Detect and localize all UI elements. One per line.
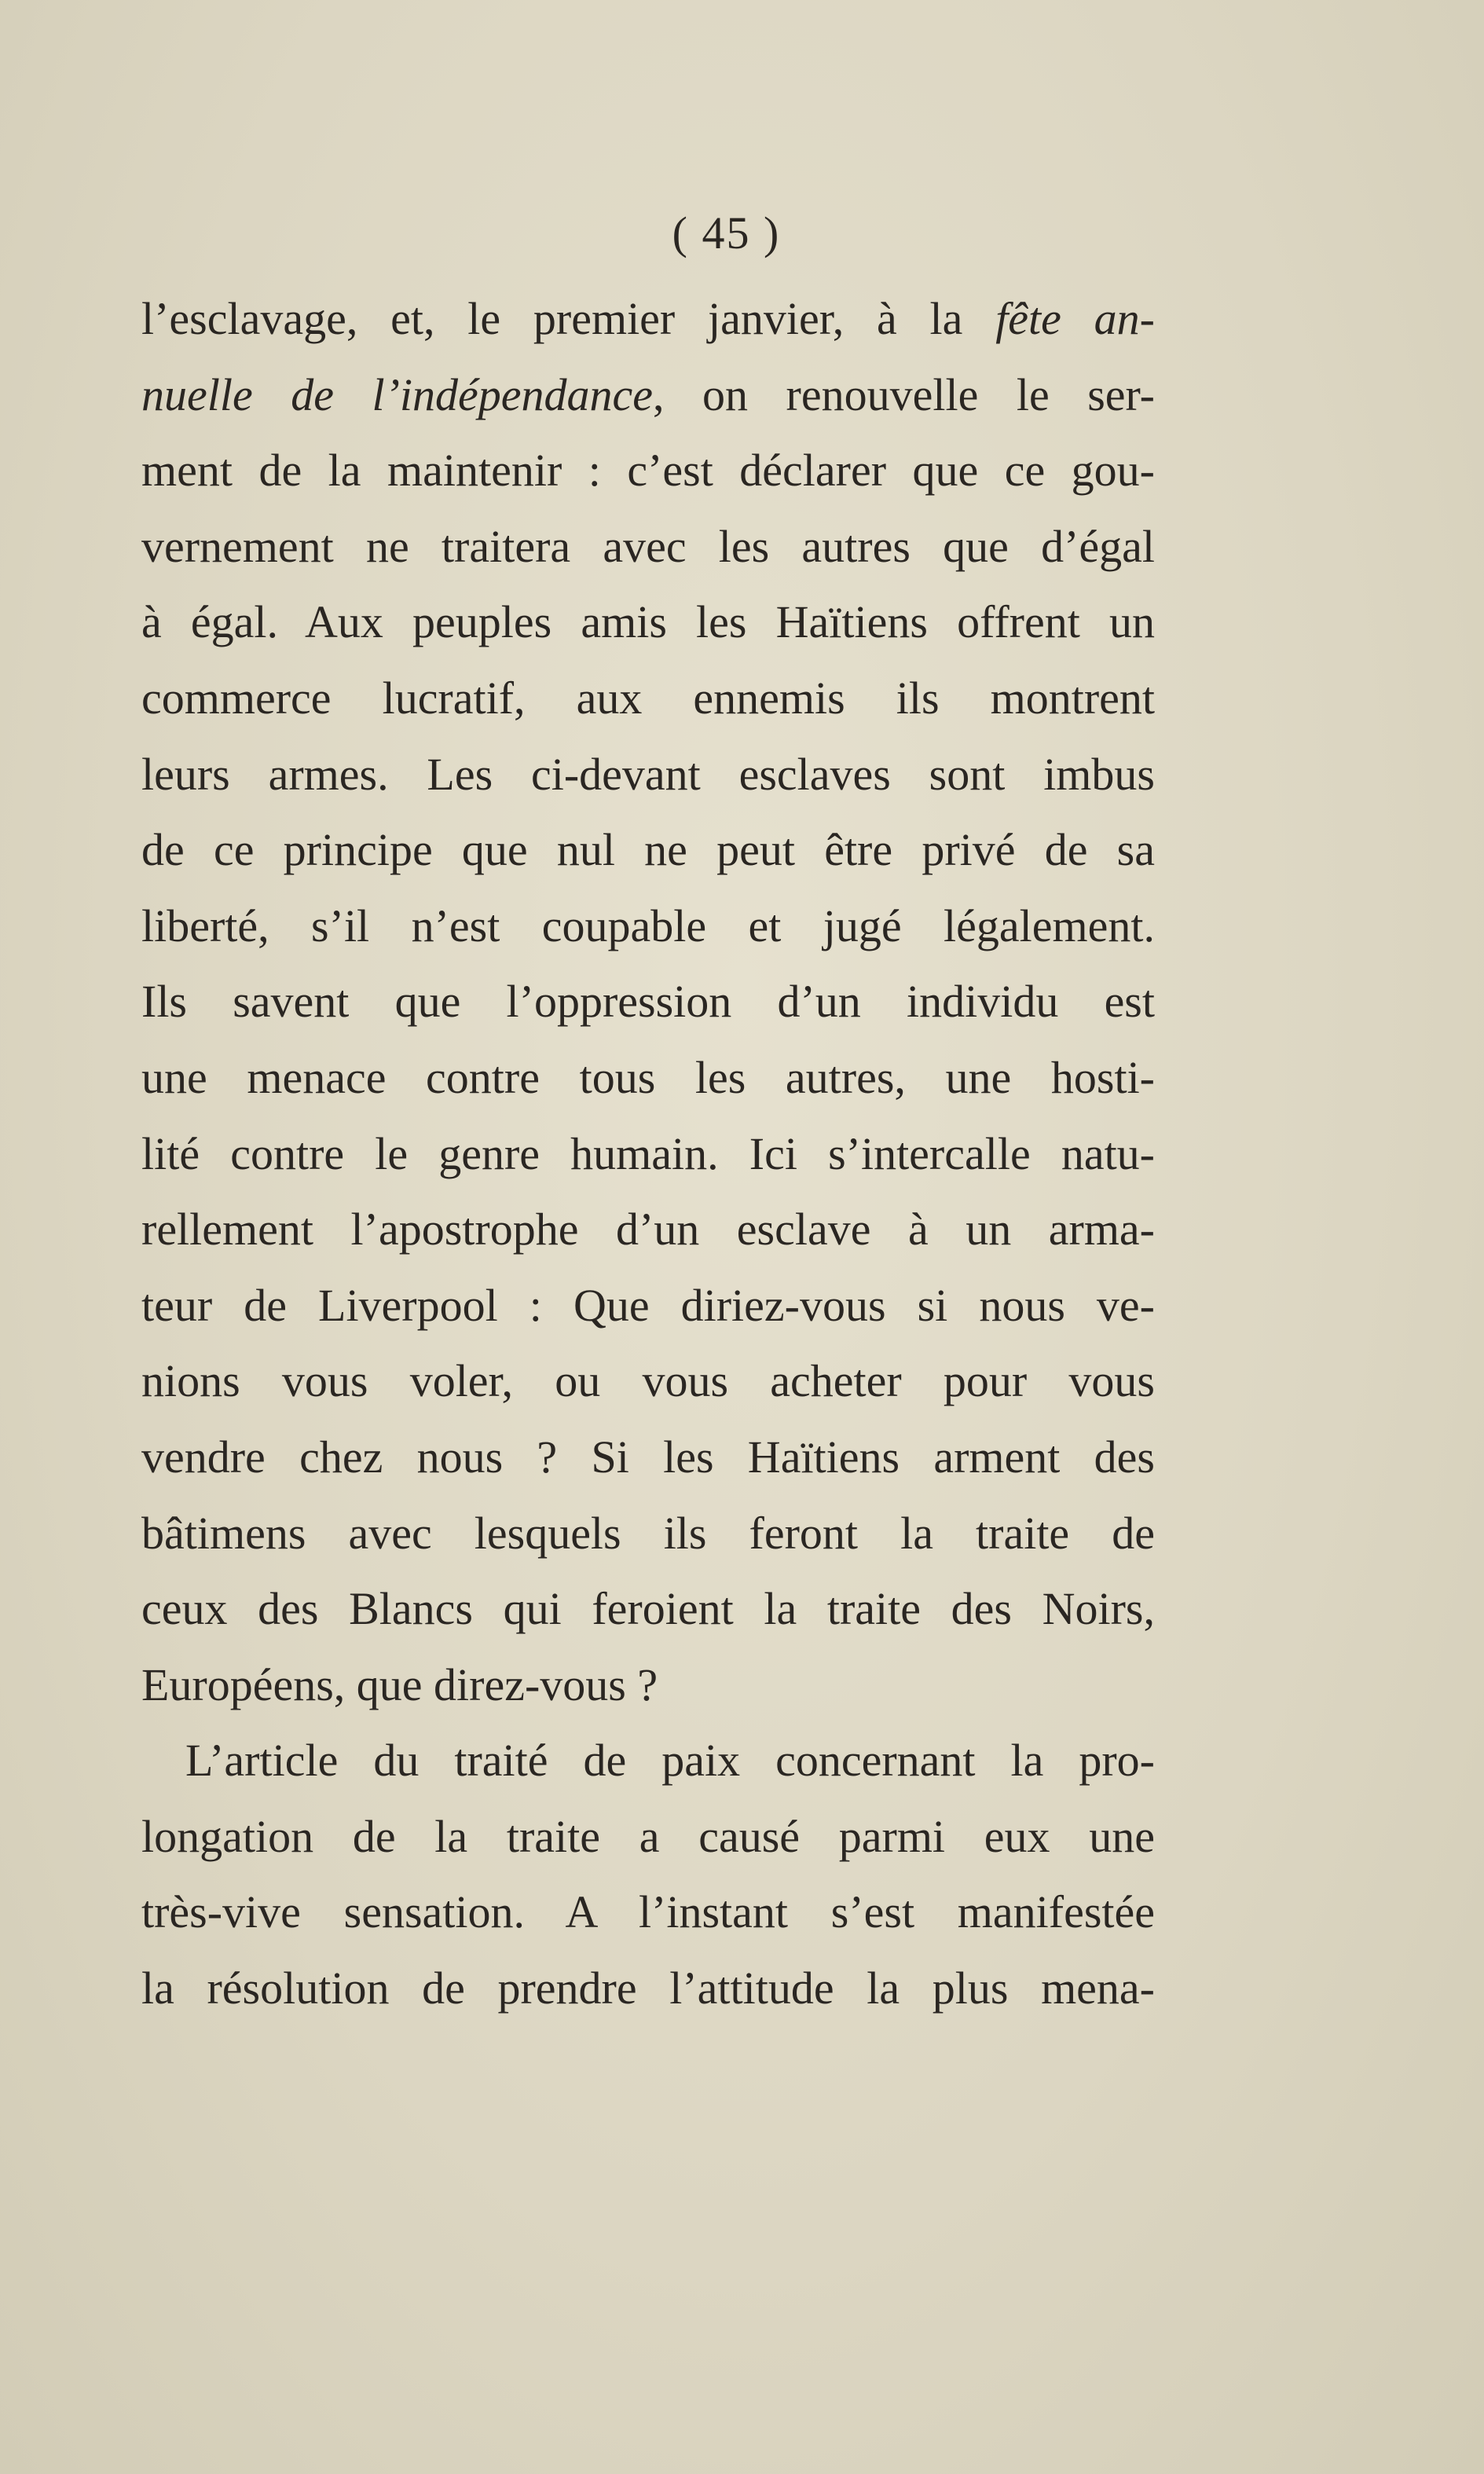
text-span: la résolution de prendre l’attitude la plus mena- — [141, 1963, 1155, 2014]
text-span: rellement l’apostrophe d’un esclave à un arma- — [141, 1204, 1155, 1255]
text-span: une menace contre tous les autres, une hosti- — [141, 1051, 1155, 1103]
text-span: leurs armes. Les ci-devant esclaves sont imbus — [141, 748, 1155, 800]
text-line — [141, 1648, 1155, 1724]
text-span: L’article du traité de paix concernant la pro- — [185, 1735, 1155, 1787]
body-text — [141, 281, 1155, 2027]
text-line — [141, 1343, 1155, 1420]
text-line — [141, 1951, 1155, 2027]
text-span: commerce lucratif, aux ennemis ils montrent — [141, 672, 1155, 724]
text-line — [141, 1799, 1155, 1875]
text-span: ceux des Blancs qui feroient la traite des Noirs, — [141, 1583, 1155, 1635]
text-span: lité contre le genre humain. Ici s’intercalle natu- — [141, 1127, 1155, 1179]
text-line — [141, 964, 1155, 1040]
text-line — [141, 509, 1155, 585]
text-line — [141, 1420, 1155, 1496]
text-span: l’esclavage, et, le premier janvier, à la — [141, 293, 996, 344]
text-span: teur de Liverpool : Que diriez-vous si nous ve- — [141, 1279, 1155, 1331]
italic-text: fête an- — [995, 293, 1155, 344]
text-span: de ce principe que nul ne peut être privé de sa — [141, 824, 1155, 876]
text-span: bâtimens avec lesquels ils feront la traite de — [141, 1507, 1155, 1559]
text-span: nions vous voler, ou vous acheter pour vous — [141, 1355, 1155, 1407]
text-span: vendre chez nous ? Si les Haïtiens arment des — [141, 1431, 1155, 1483]
text-line — [141, 737, 1155, 813]
text-span: liberté, s’il n’est coupable et jugé légalement. — [141, 900, 1155, 951]
text-line — [141, 661, 1155, 737]
text-line — [141, 281, 1155, 357]
text-span: Ils savent que l’oppression d’un individu est — [141, 976, 1155, 1028]
text-line — [141, 433, 1155, 509]
text-line — [141, 1723, 1155, 1799]
text-line — [141, 1268, 1155, 1344]
text-line — [141, 1040, 1155, 1116]
text-span: longation de la traite a causé parmi eux une — [141, 1810, 1155, 1862]
text-line — [141, 1116, 1155, 1193]
text-line — [141, 585, 1155, 661]
text-line — [141, 812, 1155, 889]
text-span: à égal. Aux peuples amis les Haïtiens offrent un — [141, 596, 1155, 648]
text-line — [141, 1571, 1155, 1648]
text-span: vernement ne traitera avec les autres que d’égal — [141, 520, 1155, 572]
text-span: très-vive sensation. A l’instant s’est manifestée — [141, 1886, 1155, 1938]
text-line — [141, 1875, 1155, 1951]
italic-text: nuelle de l’indépendance — [141, 368, 654, 420]
text-span: ment de la maintenir : c’est déclarer que ce gou- — [141, 445, 1155, 497]
text-line — [141, 1192, 1155, 1268]
text-span: Européens, que direz-vous ? — [141, 1658, 658, 1710]
text-line — [141, 889, 1155, 965]
text-line — [141, 357, 1155, 434]
text-line — [141, 1496, 1155, 1572]
page-number: ( 45 ) — [672, 207, 781, 258]
text-span: , on renouvelle le ser- — [653, 368, 1155, 420]
